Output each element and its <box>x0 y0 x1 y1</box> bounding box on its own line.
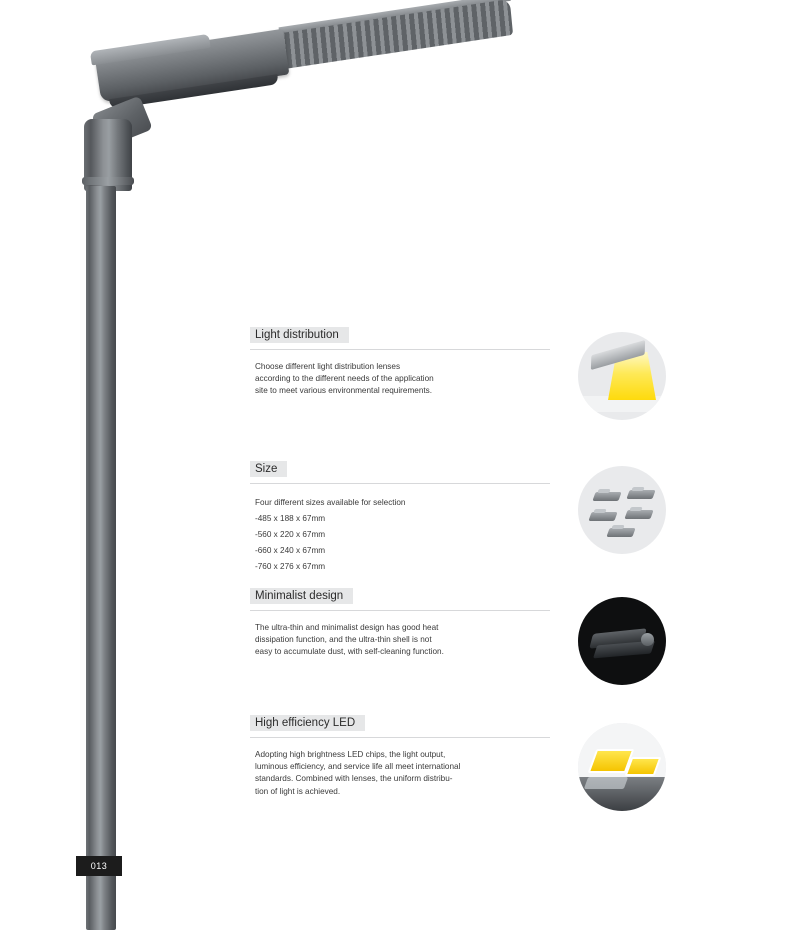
fixture-mini-shape <box>606 528 635 537</box>
feature-body-line: -560 x 220 x 67mm <box>255 530 326 539</box>
feature-body-line: Four different sizes available for selection <box>255 498 406 507</box>
page-number: 013 <box>90 861 108 871</box>
light-pole <box>86 186 116 930</box>
feature-body <box>255 495 515 575</box>
feature-body-line: easy to accumulate dust, with self-cleaning function. <box>255 647 444 657</box>
mount-knob-shape <box>641 633 654 646</box>
feature-title: High efficiency LED <box>250 715 365 731</box>
feature-body-line: luminous efficiency, and service life all meet international <box>255 762 461 772</box>
feature-body-line: dissipation function, and the ultra-thin shell is not <box>255 635 432 645</box>
feature-body-line: site to meet various environmental requirements. <box>255 386 433 396</box>
feature-body-line: The ultra-thin and minimalist design has good heat <box>255 623 439 632</box>
feature-divider <box>250 483 550 484</box>
feature-divider <box>250 349 550 350</box>
feature-body-line: -760 x 276 x 67mm <box>255 562 326 571</box>
feature-list <box>250 0 800 930</box>
feature-title: Minimalist design <box>250 588 353 604</box>
slim-fixture-icon <box>578 597 666 685</box>
page-number-badge <box>76 856 122 876</box>
feature-body <box>255 622 515 659</box>
feature-title: Size <box>250 461 287 477</box>
feature-body <box>255 361 515 398</box>
feature-body <box>255 749 515 798</box>
four-sizes-icon <box>578 466 666 554</box>
feature-body-line: tion of light is achieved. <box>255 786 341 796</box>
feature-body-line: according to the different needs of the application <box>255 374 434 384</box>
fixture-mini-shape <box>592 492 621 501</box>
led-lens-shape <box>584 777 628 789</box>
light-beam-icon <box>578 332 666 420</box>
fixture-mini-shape <box>588 512 617 521</box>
feature-body-line: -485 x 188 x 67mm <box>255 514 326 523</box>
pole-cap <box>84 119 132 191</box>
fixture-mini-shape <box>626 490 655 499</box>
feature-title: Light distribution <box>250 327 349 343</box>
feature-body-line: -660 x 240 x 67mm <box>255 546 326 555</box>
feature-body-line: standards. Combined with lenses, the uniform distribu- <box>255 774 453 784</box>
product-photo <box>0 0 250 930</box>
feature-divider <box>250 610 550 611</box>
fixture-mini-shape <box>624 510 653 519</box>
feature-body-line: Choose different light distribution lenses <box>255 362 401 371</box>
feature-divider <box>250 737 550 738</box>
feature-body-line: Adopting high brightness LED chips, the light output, <box>255 750 446 759</box>
led-chip-icon <box>578 723 666 811</box>
